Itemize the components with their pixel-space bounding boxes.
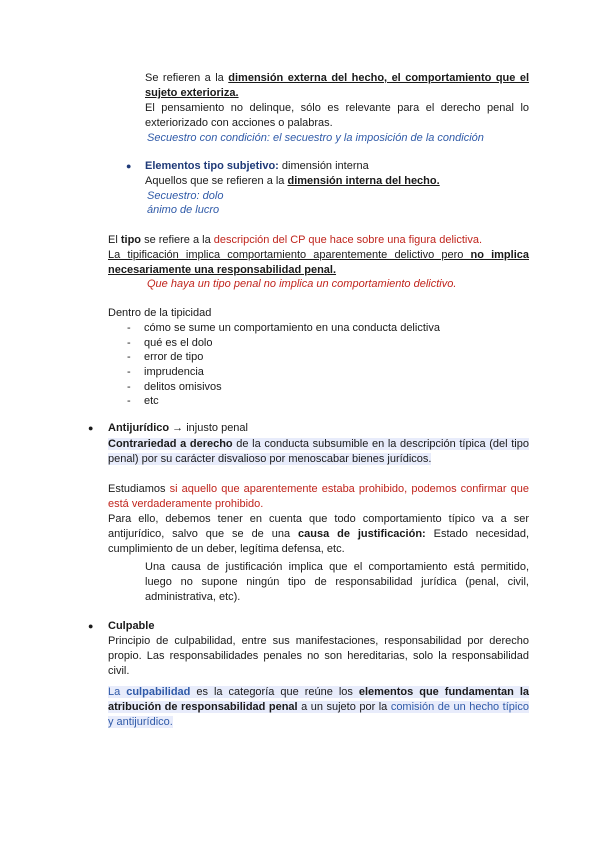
culpable-definition: La culpabilidad es la categoría que reúne los elementos que fundamentan la atribución de responsabilidad penal a un sujeto por la comisión de un hecho típico y antijurídico.	[108, 686, 529, 728]
list-item: - etc	[127, 394, 440, 409]
tipo-note: Que haya un tipo penal no implica un comportamiento delictivo.	[147, 278, 457, 290]
list-item: - error de tipo	[127, 350, 440, 365]
subjetivo-heading: Elementos tipo subjetivo: dimensión interna	[145, 160, 369, 172]
tipicidad-list	[127, 321, 440, 409]
tipo-definition: El tipo se refiere a la descripción del CP que hace sobre una figura delictiva.	[108, 234, 483, 246]
list-item: - delitos omisivos	[127, 380, 440, 395]
culpable-paragraph: Principio de culpabilidad, entre sus manifestaciones, responsabilidad por derecho propio. Las responsabilidades penales no son hereditarias, solo la responsabilidad civil.	[108, 635, 529, 677]
antijuridico-indent: Una causa de justificación implica que el comportamiento está permitido, luego no supone ningún tipo de responsabilidad jurídica (penal, civil, administrativa, etc).	[145, 561, 529, 603]
intro-example: Secuestro con condición: el secuestro y la imposición de la condición	[147, 132, 484, 144]
list-item: - cómo se sume un comportamiento en una conducta delictiva	[127, 321, 440, 336]
intro-bold: dimensión externa del hecho, el comportamiento que el sujeto exterioriza.	[145, 72, 530, 99]
subjetivo-line: Aquellos que se refieren a la dimensión interna del hecho.	[145, 175, 440, 187]
subjetivo-example-2: ánimo de lucro	[147, 204, 220, 216]
tipicidad-title: Dentro de la tipicidad	[108, 307, 212, 319]
antijuridico-heading: Antijurídico → injusto penal	[108, 422, 248, 434]
antijuridico-bullet: ●	[88, 423, 94, 433]
list-item: - imprudencia	[127, 365, 440, 380]
intro-paragraph: El pensamiento no delinque, sólo es relevante para el derecho penal lo exteriorizado con acciones o palabras.	[145, 102, 529, 129]
tipo-implication: La tipificación implica comportamiento aparentemente delictivo pero no implica necesariamente una responsabilidad penal.	[108, 249, 529, 276]
list-item: - qué es el dolo	[127, 336, 440, 351]
antijuridico-definition: Contrariedad a derecho de la conducta subsumible en la descripción típica (del tipo penal) por su carácter disvalioso por menoscabar bienes jurídicos.	[108, 438, 529, 465]
subjetivo-example-1: Secuestro: dolo	[147, 190, 224, 202]
subjetivo-bullet: ●	[126, 161, 132, 171]
antijuridico-justificacion: Para ello, debemos tener en cuenta que todo comportamiento típico va a ser antijurídico, salvo que se de una causa de justificación: Estado necesidad, cumplimiento de un deber, legítima defensa, etc.	[108, 513, 530, 555]
antijuridico-estudiamos: Estudiamos si aquello que aparentemente estaba prohibido, podemos confirmar que está verdaderamente prohibido.	[108, 483, 529, 510]
culpable-bullet: ●	[88, 621, 94, 631]
culpable-heading: Culpable	[108, 620, 155, 632]
intro-sentence: Se refieren a la dimensión externa del hecho, el comportamiento que el sujeto exterioriza.	[145, 72, 530, 99]
